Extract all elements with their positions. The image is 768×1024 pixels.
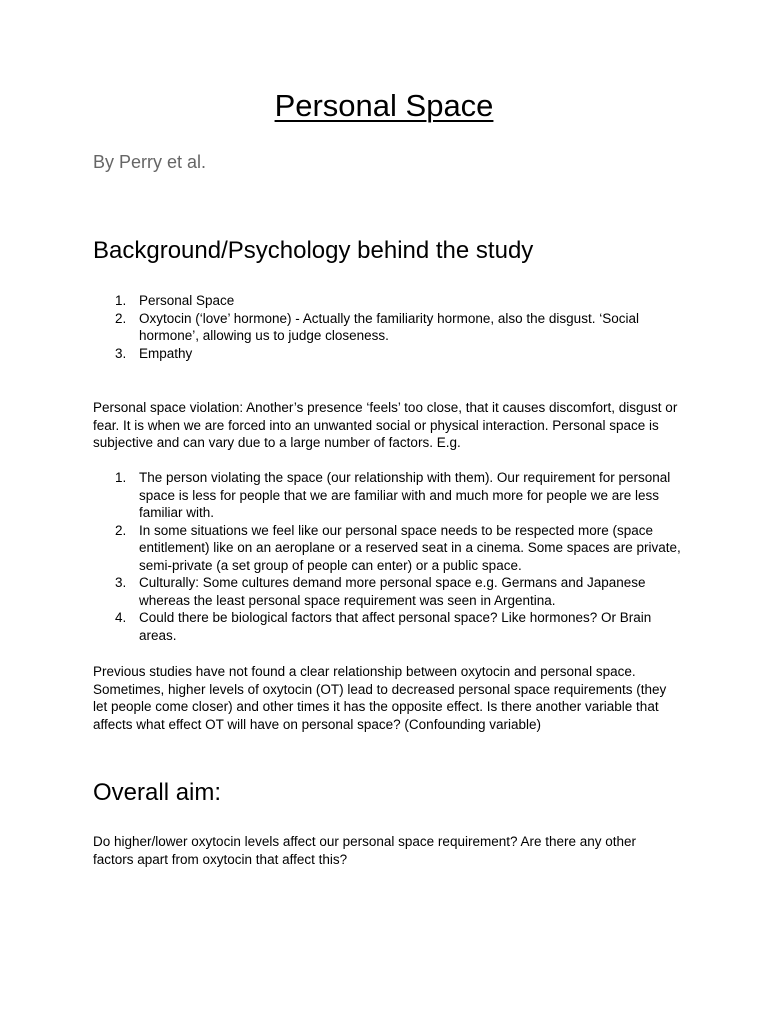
list-item <box>93 574 683 609</box>
list-item <box>93 345 683 363</box>
violation-paragraph: Personal space violation: Another’s presence ‘feels’ too close, that it causes discomfort, disgust or fear. It is when we are forced into an unwanted social or physical interaction. Personal space is subjective and can vary due to a large number of factors. E.g. <box>93 400 678 450</box>
background-list <box>93 292 683 362</box>
list-item <box>93 469 683 522</box>
list-item <box>93 310 683 345</box>
list-number: 3. <box>115 345 127 361</box>
list-item-text: Personal Space <box>139 293 235 308</box>
list-item <box>93 609 683 644</box>
list-number: 3. <box>115 575 127 590</box>
previous-studies-paragraph: Previous studies have not found a clear relationship between oxytocin and personal space. Sometimes, higher levels of oxytocin (OT) lead to decreased personal space requirements (they let people come closer) and other times it has the opposite effect. Is there another variable that affects what effect OT will have on personal space? (Confounding variable) <box>93 664 667 732</box>
list-item-text: In some situations we feel like our personal space needs to be respected more (space entitlement) like on an aeroplane or a reserved seat in a cinema. Some spaces are private, semi-private (a set group of people can enter) or a public space. <box>139 522 681 573</box>
list-item <box>93 522 683 575</box>
list-number: 1. <box>115 470 127 485</box>
list-number: 2. <box>115 310 127 326</box>
factors-list <box>93 469 683 644</box>
aim-paragraph: Do higher/lower oxytocin levels affect our personal space requirement? Are there any other factors apart from oxytocin that affect this? <box>93 834 637 867</box>
list-number: 4. <box>115 610 127 625</box>
list-number: 2. <box>115 522 127 538</box>
list-number: 1. <box>115 293 127 308</box>
list-item <box>93 292 683 310</box>
list-item-text: Could there be biological factors that affect personal space? Like hormones? Or Brain areas. <box>139 610 652 643</box>
background-heading: Background/Psychology behind the study <box>93 237 534 264</box>
author-subtitle: By Perry et al. <box>93 152 207 172</box>
aim-heading: Overall aim: <box>93 779 222 806</box>
list-item-text: Empathy <box>139 345 193 361</box>
list-item-text: Oxytocin (‘love’ hormone) - Actually the familiarity hormone, also the disgust. ‘Social hormone’, allowing us to judge closeness. <box>139 310 639 343</box>
list-item-text: Culturally: Some cultures demand more personal space e.g. Germans and Japanese whereas the least personal space requirement was seen in Argentina. <box>139 575 646 608</box>
list-item-text: The person violating the space (our relationship with them). Our requirement for personal space is less for people that we are familiar with and much more for people we are less familiar with. <box>139 470 671 520</box>
page-title: Personal Space <box>274 88 494 123</box>
